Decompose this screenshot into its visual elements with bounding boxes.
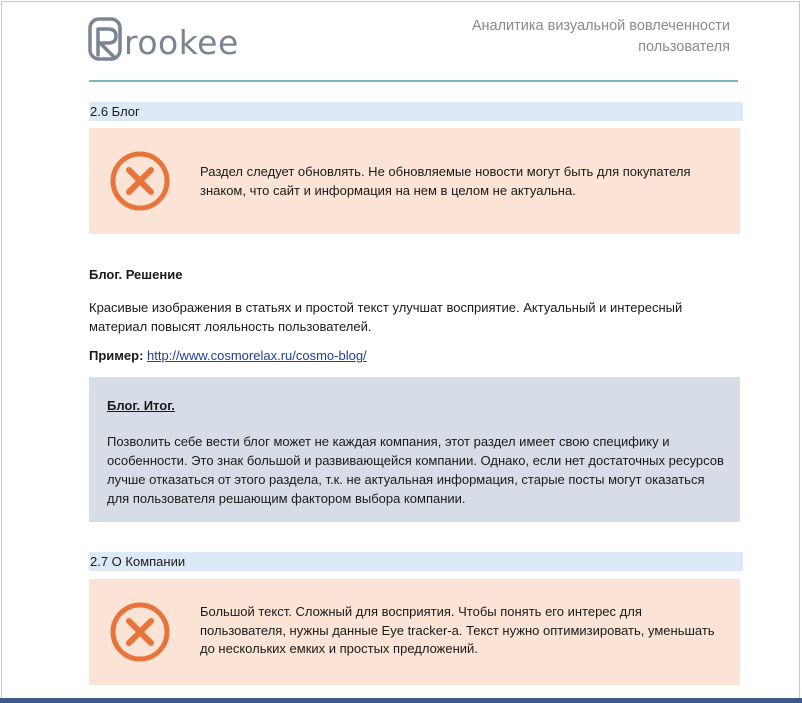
section-header-blog: 2.6 Блог (89, 102, 743, 121)
solution-text: Красивые изображения в статьях и простой текст улучшат восприятие. Актуальный и интересный материал повысят лояльность пользователей. (89, 300, 683, 334)
example-link[interactable]: http://www.cosmorelax.ru/cosmo-blog/ (147, 348, 367, 363)
bottom-bar (0, 698, 802, 703)
warning-text-about: Большой текст. Сложный для восприятия. Чтобы понять его интерес для пользователя, нужны данные Eye tracker-а. Текст нужно оптимизировать, уменьшать до нескольких емких и простых предложений. (200, 604, 715, 656)
warning-box-about (89, 579, 740, 685)
x-circle-icon (109, 150, 171, 212)
summary-box (89, 377, 740, 522)
example-line (89, 346, 739, 365)
rookee-logo (88, 17, 239, 63)
logo-text: rookee (124, 22, 239, 62)
x-circle-icon (109, 601, 171, 663)
summary-title: Блог. Итог. (107, 398, 175, 413)
section-header-about: 2.7 О Компании (89, 552, 743, 571)
solution-heading: Блог. Решение (89, 267, 183, 282)
warning-text-blog: Раздел следует обновлять. Не обновляемые новости могут быть для покупателя знаком, что сайт и информация на нем в целом не актуальна. (200, 164, 691, 198)
rookee-logo-icon (88, 17, 128, 63)
document-title: Аналитика визуальной вовлеченности пользователя (471, 18, 730, 55)
summary-text: Позволить себе вести блог может не каждая компания, этот раздел имеет свою специфику и особенности. Это знак большой и развивающейся компании. Однако, если нет достаточных ресурсов лучше отказаться от этого раздела, т.к. не актуальная информация, старые посты могут оказаться для пользователя решающим фактором выбора компании. (107, 434, 724, 506)
example-label: Пример: (89, 348, 144, 363)
header-divider (89, 80, 738, 82)
warning-box-blog (89, 128, 740, 234)
